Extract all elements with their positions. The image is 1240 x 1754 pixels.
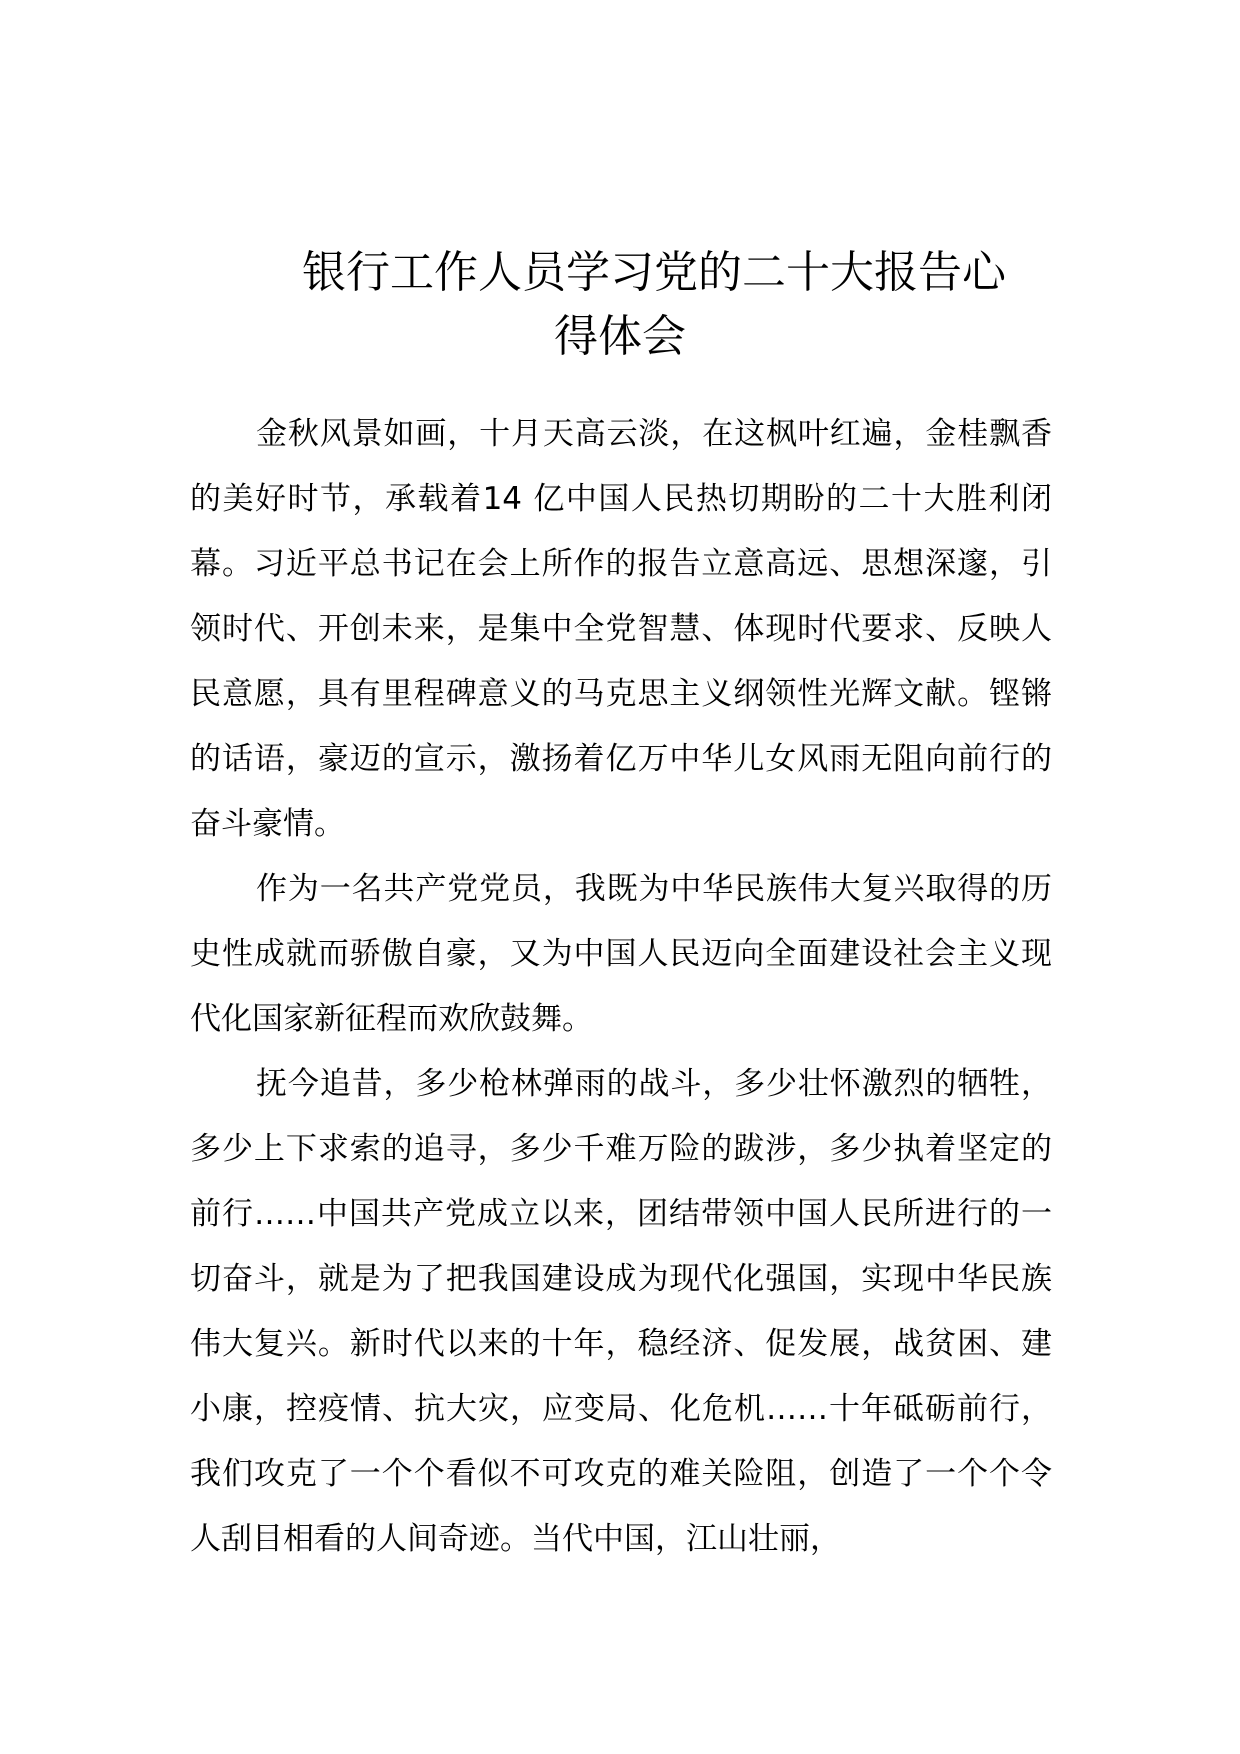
body-paragraph-1: 金秋风景如画，十月天高云淡，在这枫叶红遍，金桂飘香的美好时节，承载着14 亿中国人民热切期盼的二十大胜利闭幕。习近平总书记在会上所作的报告立意高远、思想深邃，引领时代、开创未来，是集中全党智慧、体现时代要求、反映人民意愿，具有里程碑意义的马克思主义纲领性光辉文献。铿锵的话语，豪迈的宣示，激扬着亿万中华儿女风雨无阻向前行的奋斗豪情。 xyxy=(190,416,1052,842)
document-title-line-2: 得体会 xyxy=(554,311,686,363)
body-paragraph-3: 抚今追昔，多少枪林弹雨的战斗，多少壮怀激烈的牺牲，多少上下求索的追寻，多少千难万险的跋涉，多少执着坚定的前行……中国共产党成立以来，团结带领中国人民所进行的一切奋斗，就是为了把我国建设成为现代化强国，实现中华民族伟大复兴。新时代以来的十年，稳经济、促发展，战贫困、建小康，控疫情、抗大灾，应变局、化危机……十年砥砺前行，我们攻克了一个个看似不可攻克的难关险阻，创造了一个个令人刮目相看的人间奇迹。当代中国，江山壮丽， xyxy=(190,1066,1052,1557)
body-paragraph-2: 作为一名共产党党员，我既为中华民族伟大复兴取得的历史性成就而骄傲自豪，又为中国人民迈向全面建设社会主义现代化国家新征程而欢欣鼓舞。 xyxy=(190,871,1052,1037)
document-body xyxy=(190,402,1052,1572)
document-title-line-1: 银行工作人员学习党的二十大报告心 xyxy=(302,247,1006,299)
document-title xyxy=(190,241,1050,369)
